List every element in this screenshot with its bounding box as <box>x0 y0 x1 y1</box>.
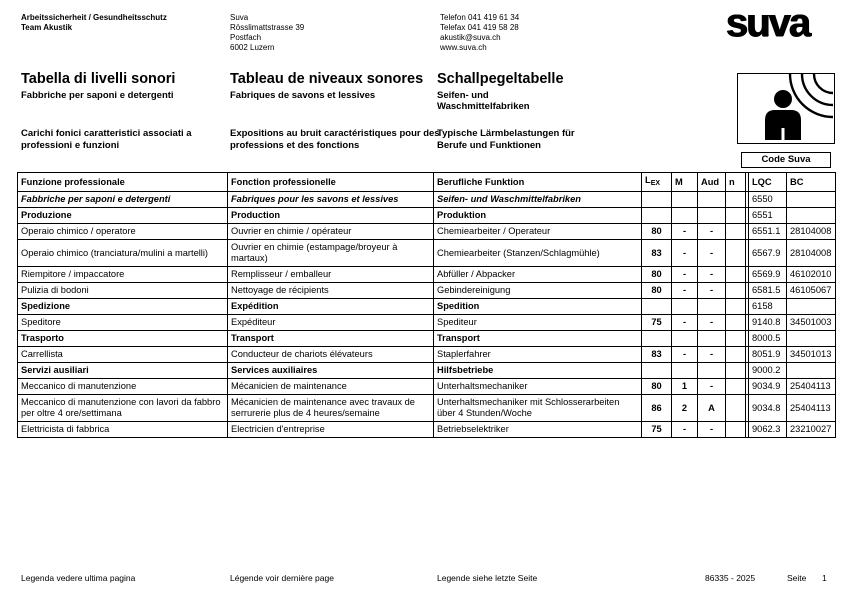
cell-de: Unterhaltsmechaniker <box>434 379 642 395</box>
table-row <box>18 379 836 395</box>
cell-m: - <box>672 267 698 283</box>
code-suva-box <box>741 152 831 168</box>
cell-lqc: 9000.2 <box>749 363 787 379</box>
cell-bc: 28104008 <box>787 240 836 267</box>
cell-aud: A <box>698 395 726 422</box>
cell-aud: - <box>698 267 726 283</box>
cell-lex: 80 <box>642 224 672 240</box>
cell-lqc: 9140.8 <box>749 315 787 331</box>
col-header-funktion: Berufliche Funktion <box>434 173 642 192</box>
table-header-row <box>18 173 836 192</box>
sender-block <box>21 13 167 33</box>
cell-it: Speditore <box>18 315 228 331</box>
table-body <box>18 192 836 438</box>
cell-it: Produzione <box>18 208 228 224</box>
title-fr: Tableau de niveaux sonores <box>230 71 424 87</box>
cell-de: Abfüller / Abpacker <box>434 267 642 283</box>
page-number: 1 <box>822 573 827 583</box>
cell-it: Pulizia di bodoni <box>18 283 228 299</box>
cell-lqc: 6158 <box>749 299 787 315</box>
cell-n <box>726 395 746 422</box>
cell-fr: Transport <box>228 331 434 347</box>
table-row <box>18 267 836 283</box>
cell-m: - <box>672 283 698 299</box>
cell-n <box>726 240 746 267</box>
cell-lex: 80 <box>642 283 672 299</box>
cell-aud <box>698 192 726 208</box>
table-row <box>18 192 836 208</box>
cell-lqc: 8000.5 <box>749 331 787 347</box>
cell-de: Betriebselektriker <box>434 422 642 438</box>
cell-n <box>726 331 746 347</box>
cell-bc <box>787 192 836 208</box>
email-line: akustik@suva.ch <box>440 33 501 42</box>
cell-fr: Production <box>228 208 434 224</box>
cell-bc: 25404113 <box>787 379 836 395</box>
title-de: Schallpegeltabelle <box>437 71 564 87</box>
cell-de: Gebindereinigung <box>434 283 642 299</box>
cell-de: Chemiearbeiter / Operateur <box>434 224 642 240</box>
address-line: 6002 Luzern <box>230 43 275 52</box>
cell-lqc: 6550 <box>749 192 787 208</box>
page-label: Seite <box>787 573 807 583</box>
cell-lqc: 8051.9 <box>749 347 787 363</box>
cell-lqc: 9034.8 <box>749 395 787 422</box>
table-row <box>18 347 836 363</box>
lex-symbol: L <box>645 175 651 185</box>
lead-it: Carichi fonici caratteristici associati a professioni e funzioni <box>21 128 192 151</box>
noise-pictogram-box <box>737 73 835 144</box>
cell-fr: Mécanicien de maintenance avec travaux de serrurerie plus de 4 heures/semaine <box>228 395 434 422</box>
contact-block <box>440 13 519 53</box>
col-header-lex <box>642 173 672 192</box>
subtitle-de-line: Waschmittelfabriken <box>437 101 530 112</box>
cell-lex <box>642 192 672 208</box>
cell-de: Spediteur <box>434 315 642 331</box>
cell-fr: Nettoyage de récipients <box>228 283 434 299</box>
phone-line: Telefon 041 419 61 34 <box>440 13 520 22</box>
cell-n <box>726 347 746 363</box>
cell-bc: 46105067 <box>787 283 836 299</box>
col-header-n: n <box>726 173 746 192</box>
cell-m: 2 <box>672 395 698 422</box>
cell-m: - <box>672 240 698 267</box>
cell-lex <box>642 299 672 315</box>
cell-aud: - <box>698 283 726 299</box>
code-suva-label: Code Suva <box>761 154 811 165</box>
cell-it: Fabbriche per saponi e detergenti <box>18 192 228 208</box>
table-row <box>18 224 836 240</box>
subtitle-fr: Fabriques de savons et lessives <box>230 90 376 101</box>
cell-bc: 23210027 <box>787 422 836 438</box>
cell-n <box>726 422 746 438</box>
cell-fr: Services auxiliaires <box>228 363 434 379</box>
cell-de: Produktion <box>434 208 642 224</box>
title-block-fr <box>230 71 440 101</box>
document-number: 86335 - 2025 <box>705 573 756 583</box>
cell-m <box>672 363 698 379</box>
cell-lex: 80 <box>642 379 672 395</box>
cell-m: - <box>672 347 698 363</box>
cell-de: Staplerfahrer <box>434 347 642 363</box>
table-row <box>18 315 836 331</box>
cell-aud <box>698 331 726 347</box>
cell-de: Transport <box>434 331 642 347</box>
cell-de: Unterhaltsmechaniker mit Schlosserarbeiten über 4 Stunden/Woche <box>434 395 642 422</box>
cell-aud: - <box>698 240 726 267</box>
cell-n <box>726 379 746 395</box>
cell-lqc: 6551.1 <box>749 224 787 240</box>
cell-it: Operaio chimico (tranciatura/mulini a martelli) <box>18 240 228 267</box>
col-header-funzione: Funzione professionale <box>18 173 228 192</box>
cell-de: Seifen- und Waschmittelfabriken <box>434 192 642 208</box>
cell-n <box>726 192 746 208</box>
cell-aud: - <box>698 315 726 331</box>
cell-lex <box>642 363 672 379</box>
cell-lex: 86 <box>642 395 672 422</box>
cell-fr: Expéditeur <box>228 315 434 331</box>
suva-logo: suva <box>726 1 810 45</box>
cell-lex <box>642 208 672 224</box>
table-row <box>18 299 836 315</box>
cell-m: - <box>672 224 698 240</box>
cell-it: Spedizione <box>18 299 228 315</box>
cell-lqc: 9034.9 <box>749 379 787 395</box>
sound-level-table <box>17 172 836 438</box>
cell-lex: 75 <box>642 422 672 438</box>
cell-fr: Expédition <box>228 299 434 315</box>
cell-m <box>672 299 698 315</box>
cell-lex: 80 <box>642 267 672 283</box>
cell-n <box>726 283 746 299</box>
address-line: Postfach <box>230 33 262 42</box>
fax-line: Telefax 041 419 58 28 <box>440 23 519 32</box>
table-row <box>18 208 836 224</box>
cell-n <box>726 224 746 240</box>
table-row <box>18 422 836 438</box>
cell-it: Operaio chimico / operatore <box>18 224 228 240</box>
address-line: Rösslimattstrasse 39 <box>230 23 305 32</box>
cell-lqc: 6551 <box>749 208 787 224</box>
cell-n <box>726 299 746 315</box>
cell-lqc: 6567.9 <box>749 240 787 267</box>
lead-fr: Expositions au bruit caractéristiques pour des professions et des fonctions <box>230 128 440 151</box>
cell-it: Carrellista <box>18 347 228 363</box>
address-block <box>230 13 304 53</box>
cell-bc: 28104008 <box>787 224 836 240</box>
title-block-de <box>437 71 647 112</box>
footer-note-it: Legenda vedere ultima pagina <box>21 573 136 583</box>
cell-m: - <box>672 422 698 438</box>
cell-bc: 46102010 <box>787 267 836 283</box>
footer-note-de: Legende siehe letzte Seite <box>437 573 538 583</box>
cell-aud <box>698 299 726 315</box>
cell-it: Riempitore / impaccatore <box>18 267 228 283</box>
cell-n <box>726 363 746 379</box>
cell-lex: 83 <box>642 240 672 267</box>
subtitle-it: Fabbriche per saponi e detergenti <box>21 90 174 101</box>
col-header-aud: Aud <box>698 173 726 192</box>
cell-bc: 34501013 <box>787 347 836 363</box>
title-it: Tabella di livelli sonori <box>21 71 176 87</box>
subtitle-de <box>437 90 647 112</box>
cell-n <box>726 208 746 224</box>
website-line: www.suva.ch <box>440 43 487 52</box>
cell-de: Chemiearbeiter (Stanzen/Schlagmühle) <box>434 240 642 267</box>
cell-lex <box>642 331 672 347</box>
table-row <box>18 240 836 267</box>
lead-de: Typische Lärmbelastungen für Berufe und Funktionen <box>437 128 575 151</box>
subtitle-de-line: Seifen- und <box>437 90 489 101</box>
cell-bc: 34501003 <box>787 315 836 331</box>
cell-lqc: 6581.5 <box>749 283 787 299</box>
cell-n <box>726 267 746 283</box>
cell-fr: Fabriques pour les savons et lessives <box>228 192 434 208</box>
cell-bc <box>787 299 836 315</box>
cell-it: Elettricista di fabbrica <box>18 422 228 438</box>
cell-fr: Ouvrier en chimie / opérateur <box>228 224 434 240</box>
cell-lqc: 9062.3 <box>749 422 787 438</box>
noise-exposed-person-icon <box>738 74 833 142</box>
cell-lex: 75 <box>642 315 672 331</box>
cell-bc <box>787 208 836 224</box>
sender-line: Arbeitssicherheit / Gesundheitsschutz <box>21 13 167 22</box>
cell-it: Meccanico di manutenzione con lavori da fabbro per oltre 4 ore/settimana <box>18 395 228 422</box>
address-line: Suva <box>230 13 249 22</box>
table-row <box>18 395 836 422</box>
cell-fr: Mécanicien de maintenance <box>228 379 434 395</box>
cell-aud <box>698 208 726 224</box>
cell-de: Spedition <box>434 299 642 315</box>
title-block-it <box>21 71 226 101</box>
cell-bc <box>787 331 836 347</box>
cell-m <box>672 331 698 347</box>
cell-lqc: 6569.9 <box>749 267 787 283</box>
cell-it: Trasporto <box>18 331 228 347</box>
cell-it: Meccanico di manutenzione <box>18 379 228 395</box>
cell-aud: - <box>698 422 726 438</box>
cell-de: Hilfsbetriebe <box>434 363 642 379</box>
cell-aud: - <box>698 224 726 240</box>
cell-bc <box>787 363 836 379</box>
cell-fr: Conducteur de chariots élévateurs <box>228 347 434 363</box>
cell-lex: 83 <box>642 347 672 363</box>
cell-fr: Remplisseur / emballeur <box>228 267 434 283</box>
cell-aud: - <box>698 379 726 395</box>
cell-fr: Ouvrier en chimie (estampage/broyeur à martaux) <box>228 240 434 267</box>
col-header-bc: BC <box>787 173 836 192</box>
cell-m: 1 <box>672 379 698 395</box>
cell-m: - <box>672 315 698 331</box>
cell-aud <box>698 363 726 379</box>
sender-line: Team Akustik <box>21 23 73 32</box>
lex-subscript: EX <box>650 180 661 187</box>
col-header-m: M <box>672 173 698 192</box>
cell-m <box>672 208 698 224</box>
col-header-fonction: Fonction professionelle <box>228 173 434 192</box>
cell-n <box>726 315 746 331</box>
table-row <box>18 363 836 379</box>
cell-aud: - <box>698 347 726 363</box>
footer-note-fr: Légende voir dernière page <box>230 573 334 583</box>
cell-m <box>672 192 698 208</box>
table-row <box>18 283 836 299</box>
cell-it: Servizi ausiliari <box>18 363 228 379</box>
cell-fr: Electricien d'entreprise <box>228 422 434 438</box>
cell-bc: 25404113 <box>787 395 836 422</box>
col-header-lqc: LQC <box>749 173 787 192</box>
table-row <box>18 331 836 347</box>
